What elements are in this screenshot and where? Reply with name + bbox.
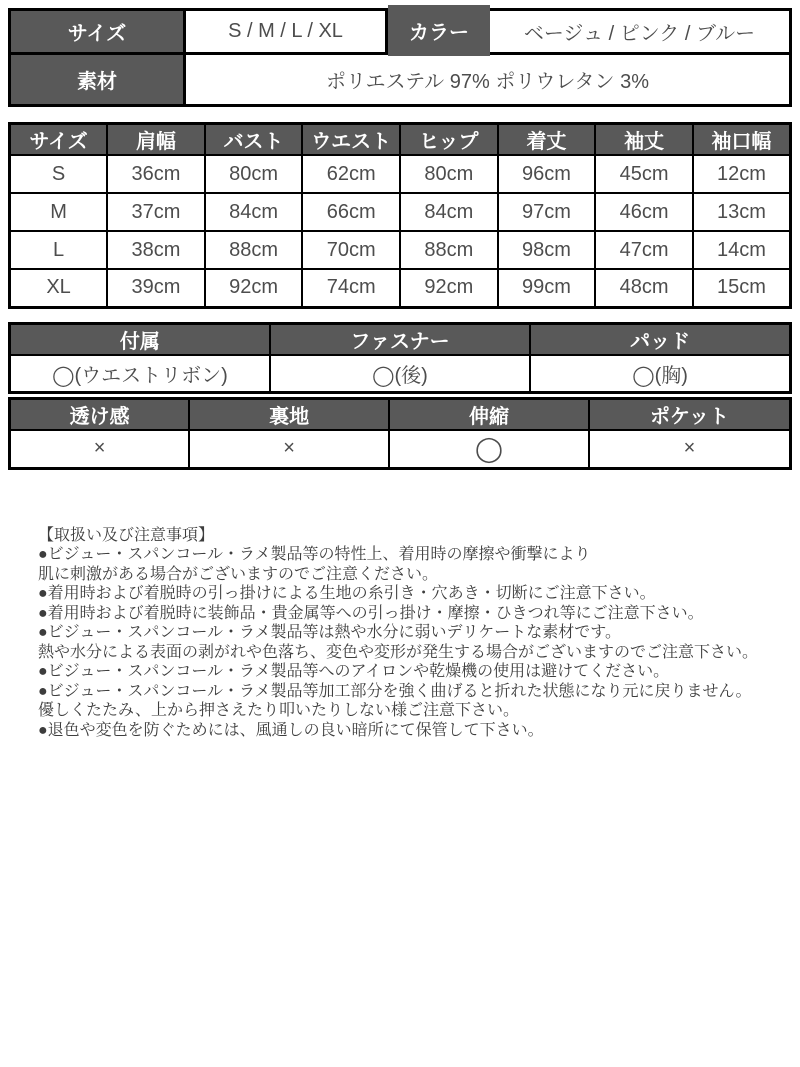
cell: 70cm	[302, 231, 400, 269]
cell: 14cm	[693, 231, 791, 269]
cell: 38cm	[107, 231, 205, 269]
features-table	[8, 322, 792, 395]
cell: 12cm	[693, 155, 791, 193]
cell: 48cm	[595, 269, 693, 307]
cell: 92cm	[205, 269, 303, 307]
cell: 97cm	[498, 193, 596, 231]
size-chart-table	[8, 122, 792, 309]
features-header-row	[10, 323, 791, 355]
cell: 47cm	[595, 231, 693, 269]
column-header: 透け感	[10, 399, 190, 431]
column-header: 肩幅	[107, 124, 205, 156]
cell: 99cm	[498, 269, 596, 307]
cell: 46cm	[595, 193, 693, 231]
care-note-line: 熱や水分による表面の剥がれや色落ち、変色や変形が発生する場合がございますのでご注意下さい。	[38, 643, 759, 661]
care-note-line: ●ビジュー・スパンコール・ラメ製品等の特性上、着用時の摩擦や衝撃により	[38, 546, 591, 563]
care-note-line: ●着用時および着脱時に装飾品・貴金属等への引っ掛け・摩擦・ひきつれ等にご注意下さい。	[38, 604, 704, 622]
cell: 84cm	[205, 193, 303, 231]
cell: L	[10, 231, 108, 269]
care-notes	[38, 526, 778, 741]
column-header: 袖丈	[595, 124, 693, 156]
table-row	[10, 231, 791, 269]
cell: ◯(ウエストリボン)	[10, 355, 270, 393]
cell: M	[10, 193, 108, 231]
cell: 88cm	[400, 231, 498, 269]
size-color-material-table	[8, 8, 792, 107]
cell: S	[10, 155, 108, 193]
properties-table	[8, 397, 792, 470]
care-note-line: ●着用時および着脱時の引っ掛けによる生地の糸引き・穴あき・切断にご注意下さい。	[38, 585, 656, 602]
cross-mark: ×	[589, 430, 791, 468]
table-row	[10, 430, 791, 468]
material-label: 素材	[11, 55, 183, 104]
color-cell	[388, 11, 789, 52]
table-row	[10, 193, 791, 231]
material-value: ポリエステル 97% ポリウレタン 3%	[186, 55, 789, 104]
care-notes-title: 【取扱い及び注意事項】	[38, 526, 215, 544]
cross-mark: ×	[189, 430, 389, 468]
cell: ◯(後)	[270, 355, 530, 393]
column-header: バスト	[205, 124, 303, 156]
column-header: 伸縮	[389, 399, 589, 431]
properties-header-row	[10, 399, 791, 431]
care-note-line: ●ビジュー・スパンコール・ラメ製品等加工部分を強く曲げると折れた状態になり元に戻りません。	[38, 682, 752, 700]
cell: 80cm	[400, 155, 498, 193]
cell: 84cm	[400, 193, 498, 231]
size-chart-header-row	[10, 124, 791, 156]
cell: 98cm	[498, 231, 596, 269]
table-row	[10, 269, 791, 307]
care-note-line: 肌に刺激がある場合がございますのでご注意ください。	[38, 565, 439, 583]
cell: 15cm	[693, 269, 791, 307]
cell: ◯(胸)	[530, 355, 790, 393]
column-header: パッド	[530, 323, 790, 355]
size-label: サイズ	[11, 11, 183, 52]
cell: 45cm	[595, 155, 693, 193]
column-header: 着丈	[498, 124, 596, 156]
cell: 74cm	[302, 269, 400, 307]
cell: 39cm	[107, 269, 205, 307]
column-header: ヒップ	[400, 124, 498, 156]
column-header: ファスナー	[270, 323, 530, 355]
column-header: サイズ	[10, 124, 108, 156]
care-note-line: ●ビジュー・スパンコール・ラメ製品等は熱や水分に弱いデリケートな素材です。	[38, 624, 621, 641]
table-row	[10, 155, 791, 193]
cell: 66cm	[302, 193, 400, 231]
cell: 62cm	[302, 155, 400, 193]
cell: 36cm	[107, 155, 205, 193]
care-note-line: ●ビジュー・スパンコール・ラメ製品等へのアイロンや乾燥機の使用は避けてください。	[38, 663, 670, 680]
color-label: カラー	[388, 5, 490, 56]
column-header: 付属	[10, 323, 270, 355]
column-header: 袖口幅	[693, 124, 791, 156]
cell: 37cm	[107, 193, 205, 231]
cell: 13cm	[693, 193, 791, 231]
column-header: 裏地	[189, 399, 389, 431]
cross-mark: ×	[10, 430, 190, 468]
size-value: S / M / L / XL	[186, 11, 385, 52]
care-note-line: ●退色や変色を防ぐためには、風通しの良い暗所にて保管して下さい。	[38, 721, 544, 739]
table-row	[10, 355, 791, 393]
cell: 96cm	[498, 155, 596, 193]
care-note-line: 優しくたたみ、上から押さえたり叩いたりしない様ご注意下さい。	[38, 702, 519, 719]
cell: 80cm	[205, 155, 303, 193]
column-header: ポケット	[589, 399, 791, 431]
cell: 88cm	[205, 231, 303, 269]
circle-mark: ◯	[389, 430, 589, 468]
cell: XL	[10, 269, 108, 307]
column-header: ウエスト	[302, 124, 400, 156]
cell: 92cm	[400, 269, 498, 307]
color-value: ベージュ / ピンク / ブルー	[523, 23, 756, 45]
